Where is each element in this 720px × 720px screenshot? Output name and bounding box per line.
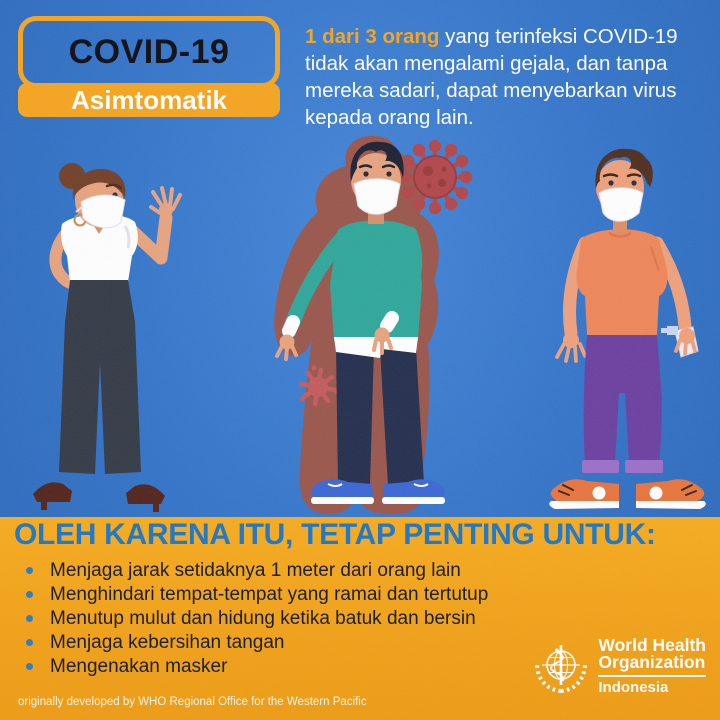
intro-text [305,23,717,131]
man-face-mask [599,188,643,222]
carrier-face-mask [354,179,400,215]
woman-pants [59,280,141,474]
carrier-pants [336,346,374,486]
cta-item: Menutup mulut dan hidung ketika batuk dan bersin [24,607,488,631]
cta-heading: OLEH KARENA ITU, TETAP PENTING UNTUK: [14,518,656,551]
intro-line-2: tidak akan mengalami gejala, dan tanpa [305,52,668,75]
who-name-line2: Organization [598,652,706,672]
who-divider [598,675,706,677]
man-sneakers [549,479,706,509]
covid-title: COVID-19 [68,32,230,71]
asymptomatic-label: Asimtomatik [70,84,228,115]
cta-item: Menjaga kebersihan tangan [24,631,488,655]
who-logo [533,637,706,696]
masked-woman-figure [25,162,195,512]
intro-line-1-rest: yang terinfeksi COVID-19 [439,25,678,48]
bullet-dot [26,663,33,670]
intro-line-1 [305,23,717,50]
who-country: Indonesia [598,679,669,696]
cta-item: Menjaga jarak setidaknya 1 meter dari orang lain [24,559,488,583]
credit-text: originally developed by WHO Regional Office for the Western Pacific [18,696,367,708]
bullet-dot [26,591,33,598]
bullet-dot [26,615,33,622]
covid-title-box [18,16,280,88]
asymptomatic-carrier-figure [262,132,492,517]
cta-list [24,559,488,679]
man-shirt [576,229,667,335]
intro-line-4: kepada orang lain. [305,106,474,129]
intro-highlight: 1 dari 3 orang [305,25,440,48]
bullet-dot [26,567,33,574]
who-emblem-icon [533,639,589,695]
covid-badge [18,16,280,117]
intro-line-3: mereka sadari, dapat menyebarkan virus [305,79,677,102]
cta-item: Menghindari tempat-tempat yang ramai dan tertutup [24,583,488,607]
masked-man-figure [535,143,720,518]
cta-item: Mengenakan masker [24,655,488,679]
who-name-line1: World Health [598,635,706,655]
woman-heels [33,482,165,512]
asymptomatic-label-bar [18,83,280,117]
bullet-dot [26,639,33,646]
man-pants [584,335,662,463]
who-wordmark [598,637,706,696]
